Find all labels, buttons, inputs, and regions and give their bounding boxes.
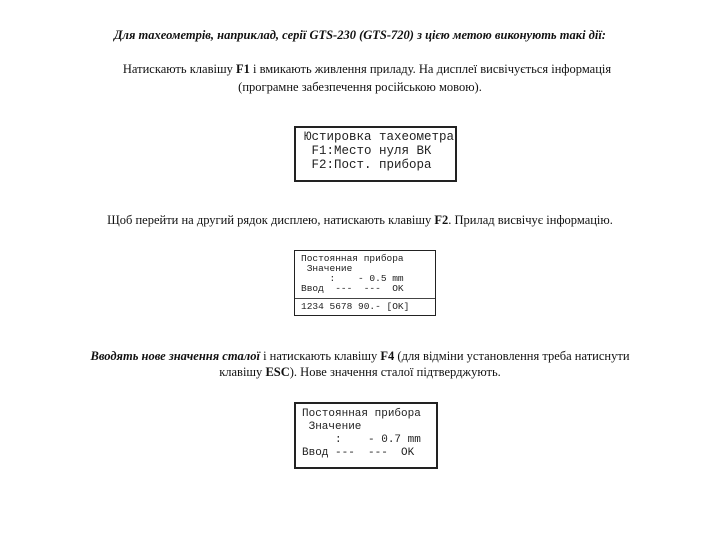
screen2-row: Постоянная прибора: [301, 253, 404, 264]
display-screen-1: [294, 126, 457, 182]
step3-key: F4: [380, 349, 395, 363]
step1-key: F1: [235, 62, 250, 76]
screen3-row: Ввод --- --- OK: [302, 447, 415, 459]
screen1-row: F1:Место нуля ВК: [304, 144, 432, 158]
step1-text-post: і вмикають живлення приладу. На дисплеї висвічується інформація: [249, 62, 612, 76]
step1-line1: [0, 61, 720, 77]
display-screen-3: [294, 402, 438, 469]
display-screen-2: [294, 250, 436, 316]
step2-text: Щоб перейти на другий рядок дисплею, натискають клавішу: [107, 213, 435, 227]
step1-line2: [0, 79, 720, 95]
step2-line: [0, 212, 720, 228]
screen2-footer-bar: [295, 298, 435, 312]
screen1-row: F2:Пост. прибора: [304, 158, 432, 172]
step3-text: і натискають клавішу: [259, 349, 381, 363]
screen3-row: Постоянная прибора: [302, 408, 421, 420]
heading-text: Для тахеометрів, наприклад, серії GTS-230 (GTS-720) з цією метою виконують такі дії:: [114, 28, 606, 42]
screen2-row: Ввод --- --- OK: [301, 283, 404, 294]
step3-line2-key: ESC: [265, 365, 290, 379]
step3-emphasis: Вводять нове значення сталої: [90, 349, 260, 363]
step3-line2-text: клавішу: [219, 365, 266, 379]
step3-line2: [0, 364, 720, 380]
screen2-footer: 1234 5678 90.- [OK]: [301, 301, 410, 312]
step3-line1: [0, 348, 720, 364]
step3-text-post: (для відміни установлення треба натиснути: [394, 349, 630, 363]
heading: [0, 27, 720, 43]
screen2-row: Значение: [301, 263, 353, 274]
screen1-row: Юстировка тахеометра: [304, 130, 455, 144]
step1-text: Натискають клавішу: [122, 62, 236, 76]
screen2-row: : - 0.5 mm: [301, 273, 404, 284]
step1-line2-text: (програмне забезпечення російською мовою).: [238, 80, 482, 94]
screen3-row: : - 0.7 mm: [302, 434, 421, 446]
step3-line2-text-post: ). Нове значення сталої підтверджують.: [289, 365, 501, 379]
step2-key: F2: [434, 213, 449, 227]
step2-text-post: . Прилад висвічує інформацію.: [448, 213, 613, 227]
screen3-row: Значение: [302, 421, 362, 433]
